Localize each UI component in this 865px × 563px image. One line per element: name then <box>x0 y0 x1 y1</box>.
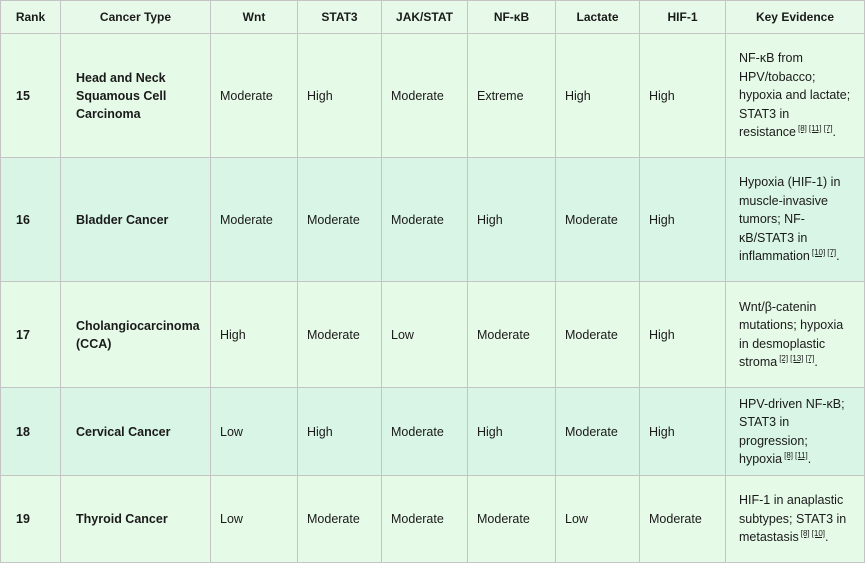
evidence-text: Wnt/β-catenin mutations; hypoxia in desmoplastic stroma <box>739 299 844 369</box>
evidence-text: HIF-1 in anaplastic subtypes; STAT3 in metastasis <box>739 493 847 545</box>
citation-link[interactable]: [8] <box>797 124 807 134</box>
rank-cell: 16 <box>1 158 61 282</box>
header-cancer-type: Cancer Type <box>61 1 211 34</box>
rank-cell: 19 <box>1 476 61 563</box>
header-lactate: Lactate <box>556 1 640 34</box>
nf-kb-cell: Moderate <box>468 282 556 388</box>
jak-stat-cell: Low <box>382 282 468 388</box>
lactate-cell: Moderate <box>556 158 640 282</box>
nf-kb-cell: Moderate <box>468 476 556 563</box>
key-evidence-cell <box>726 282 865 388</box>
evidence-text: HPV-driven NF-κB; STAT3 in progression; hypoxia <box>739 396 845 466</box>
cancer-type-cell: Thyroid Cancer <box>61 476 211 563</box>
cancer-type-cell: Cervical Cancer <box>61 388 211 476</box>
cancer-type-cell: Head and Neck Squamous Cell Carcinoma <box>61 34 211 158</box>
citation-link[interactable]: [8] <box>784 450 793 460</box>
wnt-cell: Moderate <box>211 158 298 282</box>
jak-stat-cell: Moderate <box>382 158 468 282</box>
jak-stat-cell: Moderate <box>382 476 468 563</box>
stat3-cell: High <box>298 388 382 476</box>
lactate-cell: Low <box>556 476 640 563</box>
evidence-end: . <box>825 530 829 545</box>
header-wnt: Wnt <box>211 1 298 34</box>
header-nf-kb: NF-κB <box>468 1 556 34</box>
hif1-cell: High <box>640 34 726 158</box>
citation-link[interactable]: [10] <box>811 248 826 258</box>
citation-link[interactable]: [7] <box>827 248 837 258</box>
rank-cell: 18 <box>1 388 61 476</box>
cancer-type-cell: Cholangiocarcinoma (CCA) <box>61 282 211 388</box>
hif1-cell: High <box>640 282 726 388</box>
jak-stat-cell: Moderate <box>382 388 468 476</box>
hif1-cell: High <box>640 388 726 476</box>
header-jak-stat: JAK/STAT <box>382 1 468 34</box>
header-row <box>1 1 865 34</box>
table-row <box>1 34 865 158</box>
wnt-cell: Moderate <box>211 34 298 158</box>
key-evidence-cell <box>726 34 865 158</box>
table-row <box>1 282 865 388</box>
nf-kb-cell: High <box>468 388 556 476</box>
jak-stat-cell: Moderate <box>382 34 468 158</box>
key-evidence-cell <box>726 476 865 563</box>
citation-link[interactable]: [8] <box>800 529 810 539</box>
header-rank: Rank <box>1 1 61 34</box>
evidence-end: . <box>836 249 840 264</box>
lactate-cell: High <box>556 34 640 158</box>
evidence-text: Hypoxia (HIF-1) in muscle-invasive tumors; NF-κB/STAT3 in inflammation <box>739 175 841 264</box>
evidence-end: . <box>814 355 818 369</box>
stat3-cell: Moderate <box>298 476 382 563</box>
header-key-evidence: Key Evidence <box>726 1 865 34</box>
table-row <box>1 476 865 563</box>
stat3-cell: Moderate <box>298 282 382 388</box>
lactate-cell: Moderate <box>556 282 640 388</box>
citation-link[interactable]: [13] <box>790 353 804 363</box>
citation-link[interactable]: [11] <box>795 450 808 460</box>
hif1-cell: Moderate <box>640 476 726 563</box>
lactate-cell: Moderate <box>556 388 640 476</box>
table-row <box>1 158 865 282</box>
evidence-end: . <box>807 452 812 466</box>
cancer-type-cell: Bladder Cancer <box>61 158 211 282</box>
table-row <box>1 388 865 476</box>
rank-cell: 15 <box>1 34 61 158</box>
header-stat3: STAT3 <box>298 1 382 34</box>
key-evidence-cell <box>726 388 865 476</box>
stat3-cell: High <box>298 34 382 158</box>
citation-link[interactable]: [2] <box>779 353 789 363</box>
evidence-text: NF-κB from HPV/tobacco; hypoxia and lactate; STAT3 in resistance <box>739 51 851 140</box>
nf-kb-cell: High <box>468 158 556 282</box>
wnt-cell: High <box>211 282 298 388</box>
stat3-cell: Moderate <box>298 158 382 282</box>
citation-link[interactable]: [11] <box>808 124 822 134</box>
wnt-cell: Low <box>211 388 298 476</box>
header-hif1: HIF-1 <box>640 1 726 34</box>
citation-link[interactable]: [10] <box>811 529 825 539</box>
key-evidence-cell <box>726 158 865 282</box>
hif1-cell: High <box>640 158 726 282</box>
citation-link[interactable]: [7] <box>805 353 815 363</box>
citation-link[interactable]: [7] <box>823 124 833 134</box>
nf-kb-cell: Extreme <box>468 34 556 158</box>
wnt-cell: Low <box>211 476 298 563</box>
evidence-end: . <box>832 125 837 140</box>
rank-cell: 17 <box>1 282 61 388</box>
